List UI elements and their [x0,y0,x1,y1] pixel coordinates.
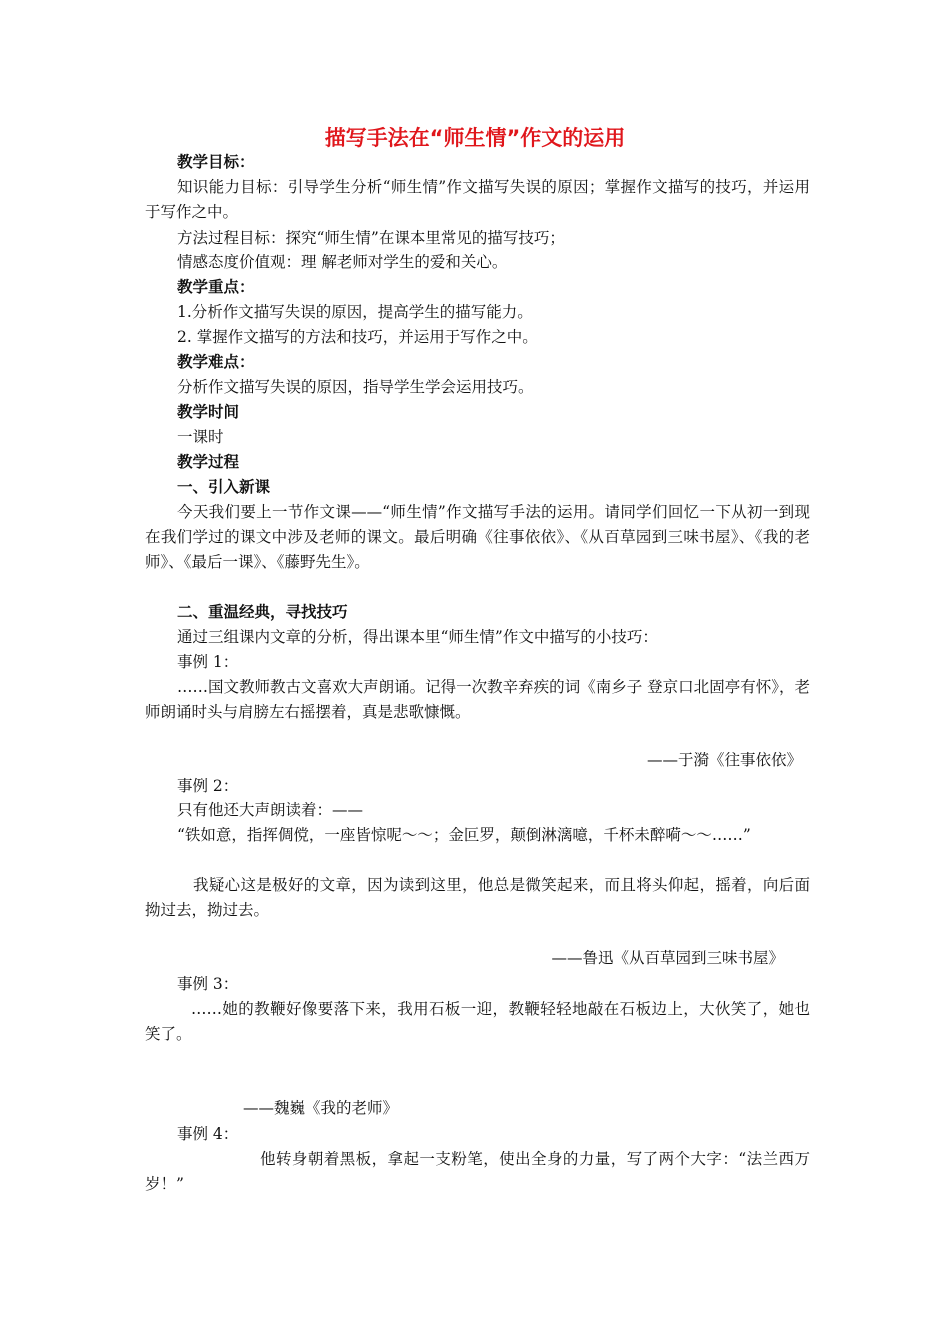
objective-emotion: 情感态度价值观：理 解老师对学生的爱和关心。 [177,253,508,271]
example2-source: ——鲁迅《从百草园到三味书屋》 [551,949,784,967]
example4-label: 事例 4： [177,1125,239,1143]
example3-label: 事例 3： [177,975,239,993]
section1-heading: 一、引入新课 [177,478,271,496]
document-title: 描写手法在“师生情”作文的运用 [324,126,626,150]
example1-text: ……国文教师教古文喜欢大声朗诵。记得一次教辛弃疾的词《南乡子 登京口北固亭有怀》，老师朗诵时头与肩膀左右摇摆着，真是悲歌慷慨。 [145,678,810,721]
example2-quote: “铁如意，指挥倜傥，一座皆惊呢～～；金叵罗，颠倒淋漓噫，千杯未醉嗬～～……” [177,826,751,844]
example3-text: ……她的教鞭好像要落下来，我用石板一迎，教鞭轻轻地敲在石板边上，大伙笑了，她也笑了。 [145,1000,810,1043]
example2-line1: 只有他还大声朗读着：—— [177,801,364,819]
objective-method: 方法过程目标：探究“师生情”在课本里常见的描写技巧； [177,229,565,247]
example3-source: ——魏巍《我的老师》 [243,1099,399,1117]
key-points-heading: 教学重点： [177,278,255,296]
example1-label: 事例 1： [177,653,239,671]
section1-text: 今天我们要上一节作文课——“师生情”作文描写手法的运用。请同学们回忆一下从初一到现在我们学过的课文中涉及老师的课文。最后明确《往事依依》、《从百草园到三味书屋》、《我的老师》、《最后一课》、《藤野先生》。 [145,503,810,571]
difficulties-text: 分析作文描写失误的原因，指导学生学会运用技巧。 [177,378,534,396]
example4-text: 他转身朝着黑板，拿起一支粉笔，使出全身的力量，写了两个大字：“法兰西万岁！” [145,1150,810,1193]
difficulties-heading: 教学难点： [177,353,255,371]
section2-intro: 通过三组课内文章的分析，得出课本里“师生情”作文中描写的小技巧： [177,628,658,646]
objectives-heading: 教学目标： [177,153,255,171]
example2-text: 我疑心这是极好的文章，因为读到这里，他总是微笑起来，而且将头仰起，摇着，向后面拗过去，拗过去。 [145,876,810,919]
section2-heading: 二、重温经典，寻找技巧 [177,603,348,621]
example1-source: ——于漪《往事依依》 [646,751,802,769]
objective-knowledge: 知识能力目标：引导学生分析“师生情”作文描写失误的原因；掌握作文描写的技巧，并运用于写作之中。 [145,178,810,221]
time-text: 一课时 [177,428,224,446]
example2-label: 事例 2： [177,777,239,795]
key-point-2: 2. 掌握作文描写的方法和技巧，并运用于写作之中。 [177,328,538,346]
key-point-1: 1.分析作文描写失误的原因，提高学生的描写能力。 [177,303,533,321]
time-heading: 教学时间 [177,403,240,421]
process-heading: 教学过程 [177,453,240,471]
